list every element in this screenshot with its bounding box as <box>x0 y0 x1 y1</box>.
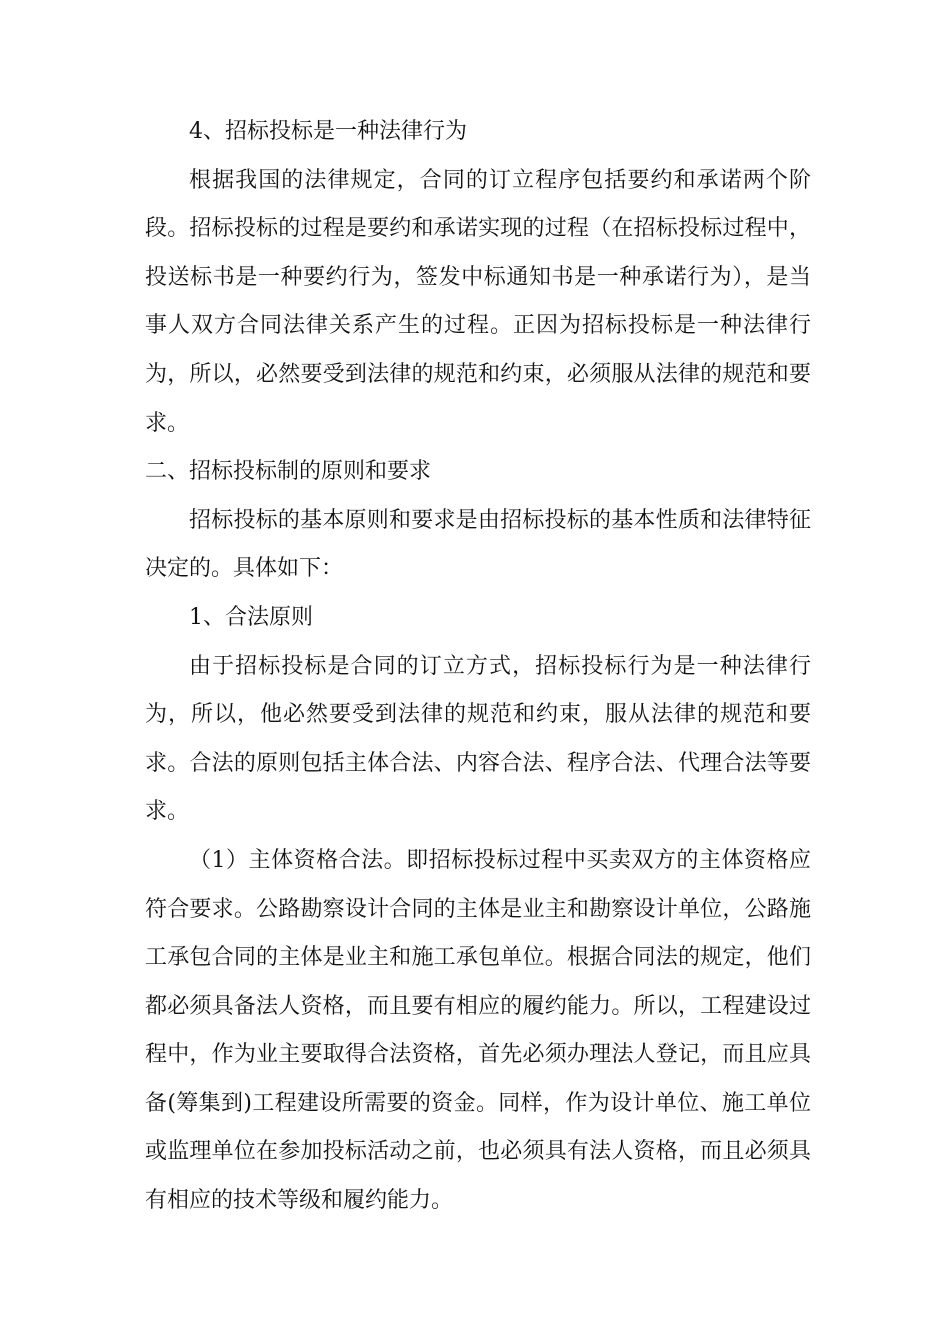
section-heading-principles: 二、招标投标制的原则和要求 <box>145 459 432 485</box>
section-heading-legal-act: 4、招标投标是一种法律行为 <box>189 119 467 144</box>
paragraph-subject-qualification: （1）主体资格合法。即招标投标过程中买卖双方的主体资格应符合要求。公路勘察设计合同的主体是业主和勘察设计单位，公路施工承包合同的主体是业主和施工承包单位。根据合同法的规定，他们都必须具备法人资格，而且要有相应的履约能力。所以，工程建设过程中，作为业主要取得合法资格，首先必须办理法人登记，而且应具备(筹集到)工程建设所需要的资金。同样，作为设计单位、施工单位或监理单位在参加投标活动之前，也必须具有法人资格，而且必须具有相应的技术等级和履约能力。 <box>145 847 811 1214</box>
document-body <box>145 108 811 1226</box>
subheading-legality-principle: 1、合法原则 <box>189 604 313 630</box>
paragraph-legal-procedure: 根据我国的法律规定，合同的订立程序包括要约和承诺两个阶段。招标投标的过程是要约和承诺实现的过程（在招标投标过程中，投送标书是一种要约行为，签发中标通知书是一种承诺行为），是当事人双方合同法律关系产生的过程。正因为招标投标是一种法律行为，所以，必然要受到法律的规范和约束，必须服从法律的规范和要求。 <box>145 167 811 436</box>
paragraph-principles-intro: 招标投标的基本原则和要求是由招标投标的基本性质和法律特征决定的。具体如下： <box>145 507 811 582</box>
paragraph-legality-principle: 由于招标投标是合同的订立方式，招标投标行为是一种法律行为，所以，他必然要受到法律的规范和约束，服从法律的规范和要求。合法的原则包括主体合法、内容合法、程序合法、代理合法等要求。 <box>145 653 811 825</box>
